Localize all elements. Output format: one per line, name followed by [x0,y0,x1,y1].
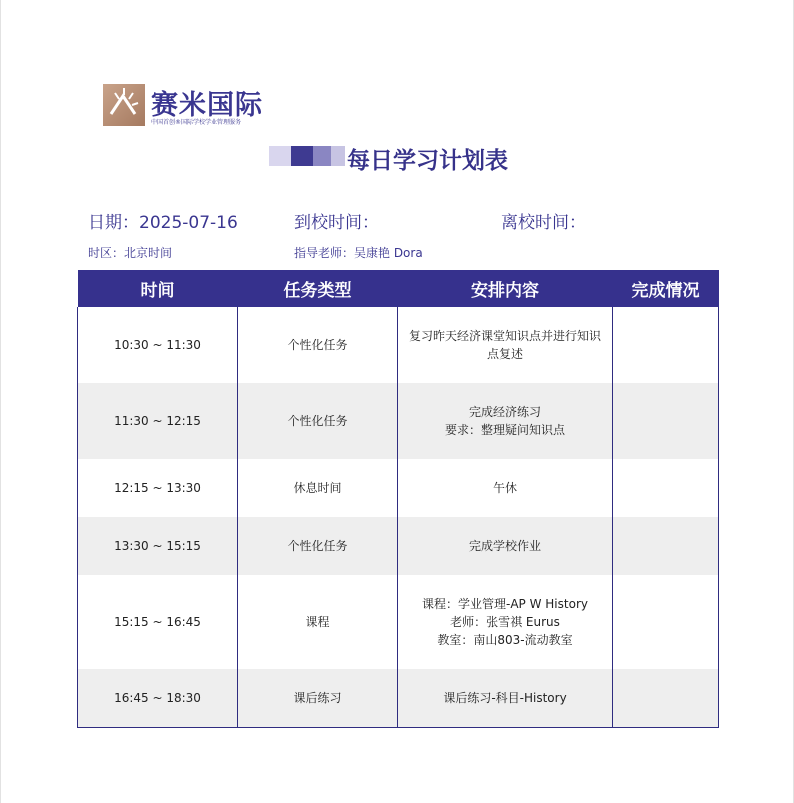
table-row [78,383,719,459]
row-time: 16:45 ~ 18:30 [78,669,238,727]
table-row [78,669,719,727]
content-line: 课后练习-科目-History [443,690,567,705]
table-row [78,575,719,669]
row-status [613,669,719,727]
row-status [613,383,719,459]
content-line: 老师：张雪祺 Eurus [450,615,560,629]
row-type: 课后练习 [238,669,398,727]
table-row [78,517,719,575]
content-line: 教室：南山803-流动教室 [437,633,573,647]
content-line: 完成经济练习 [468,405,541,419]
row-status [613,517,719,575]
content-line: 复习昨天经济课堂知识点并进行知识点复述 [408,329,601,361]
row-status [613,459,719,517]
content-line: 完成学校作业 [468,539,541,553]
header-content: 安排内容 [398,270,613,307]
content-line: 午休 [492,481,517,495]
departure-time-field: 离校时间： [501,213,586,233]
table-row [78,307,719,383]
row-content [398,575,613,669]
row-time: 11:30 ~ 12:15 [78,383,238,459]
row-content [398,307,613,383]
row-type: 个性化任务 [238,383,398,459]
brand-tagline: 中国首创®国际学校学业管理服务 [151,119,242,126]
date-field: 日期：2025-07-16 [88,213,238,233]
row-time: 15:15 ~ 16:45 [78,575,238,669]
content-line: 课程：学业管理-AP W History [422,597,588,611]
row-time: 10:30 ~ 11:30 [78,307,238,383]
row-time: 12:15 ~ 13:30 [78,459,238,517]
brand-name: 赛米国际 [151,90,263,121]
teacher-field: 指导老师：吴康艳 Dora [294,246,423,260]
brand-logo [103,84,273,128]
row-type: 个性化任务 [238,517,398,575]
row-status [613,307,719,383]
row-type: 课程 [238,575,398,669]
timezone-field: 时区：北京时间 [88,246,173,260]
header-status: 完成情况 [613,270,719,307]
table-row [78,459,719,517]
document-title: 每日学习计划表 [347,148,508,174]
content-line: 要求：整理疑问知识点 [444,423,565,437]
row-content [398,517,613,575]
redacted-student-name [269,146,347,168]
logo-mark-icon [103,84,145,126]
row-time: 13:30 ~ 15:15 [78,517,238,575]
row-content [398,459,613,517]
schedule-table [77,270,719,728]
arrival-time-field: 到校时间： [294,213,379,233]
row-type: 休息时间 [238,459,398,517]
header-task-type: 任务类型 [238,270,398,307]
row-type: 个性化任务 [238,307,398,383]
row-status [613,575,719,669]
header-time: 时间 [78,270,238,307]
row-content [398,669,613,727]
row-content [398,383,613,459]
table-header-row [78,270,719,307]
